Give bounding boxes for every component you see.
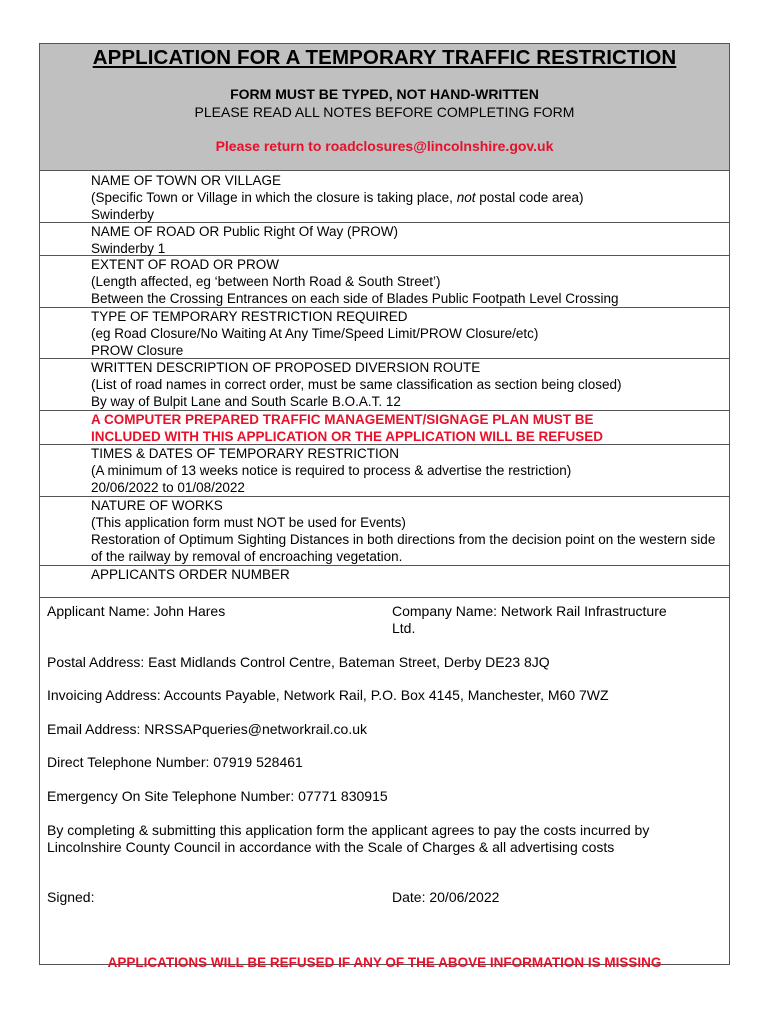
extent-hint: (Length affected, eg ‘between North Road & South Street’) <box>91 274 441 289</box>
type-section <box>40 308 729 359</box>
type-label: TYPE OF TEMPORARY RESTRICTION REQUIRED <box>91 309 408 324</box>
order-label[interactable]: APPLICANTS ORDER NUMBER <box>91 567 290 582</box>
road-value[interactable]: Swinderby 1 <box>91 241 166 256</box>
direct-phone[interactable]: Direct Telephone Number: 07919 528461 <box>47 754 303 770</box>
road-label: NAME OF ROAD OR Public Right Of Way (PROW) <box>91 224 399 239</box>
extent-value[interactable]: Between the Crossing Entrances on each side of Blades Public Footpath Level Crossing <box>91 291 619 306</box>
dates-hint: (A minimum of 13 weeks notice is required to process & advertise the restriction) <box>91 463 572 478</box>
applicant-details <box>40 598 729 978</box>
town-value[interactable]: Swinderby <box>91 207 155 222</box>
works-hint: (This application form must NOT be used for Events) <box>91 515 406 530</box>
dates-label: TIMES & DATES OF TEMPORARY RESTRICTION <box>91 446 400 461</box>
agreement-line-2: Lincolnshire County Council in accordance with the Scale of Charges & all advertising costs <box>47 839 615 855</box>
extent-section <box>40 256 729 308</box>
type-hint: (eg Road Closure/No Waiting At Any Time/Speed Limit/PROW Closure/etc) <box>91 326 539 341</box>
type-value[interactable]: PROW Closure <box>91 343 184 358</box>
read-notes-notice: PLEASE READ ALL NOTES BEFORE COMPLETING FORM <box>194 104 575 120</box>
company-name-line-2: Ltd. <box>392 620 416 636</box>
company-name-line-1[interactable]: Company Name: Network Rail Infrastructure <box>392 603 667 619</box>
dates-value[interactable]: 20/06/2022 to 01/08/2022 <box>91 480 245 495</box>
form-header <box>40 44 729 171</box>
signature-field[interactable]: Signed: <box>47 889 95 905</box>
town-section <box>40 171 729 223</box>
emergency-phone[interactable]: Emergency On Site Telephone Number: 07771 830915 <box>47 788 388 804</box>
extent-label: EXTENT OF ROAD OR PROW <box>91 257 280 272</box>
date-field[interactable]: Date: 20/06/2022 <box>392 889 500 905</box>
works-value[interactable]: Restoration of Optimum Sighting Distances in both directions from the decision point on the western side of the railway by removal of encroaching vegetation. <box>91 532 716 564</box>
road-section <box>40 223 729 256</box>
town-label: NAME OF TOWN OR VILLAGE <box>91 173 282 188</box>
email-address[interactable]: Email Address: NRSSAPqueries@networkrail.co.uk <box>47 721 368 737</box>
missing-info-warning: APPLICATIONS WILL BE REFUSED IF ANY OF THE ABOVE INFORMATION IS MISSING <box>107 955 662 970</box>
return-email-notice: Please return to roadclosures@lincolnshire.gov.uk <box>215 138 554 154</box>
works-section <box>40 497 729 566</box>
application-form <box>39 43 730 970</box>
applicant-name[interactable]: Applicant Name: John Hares <box>47 603 226 619</box>
invoicing-address[interactable]: Invoicing Address: Accounts Payable, Network Rail, P.O. Box 4145, Manchester, M60 7WZ <box>47 687 609 703</box>
dates-section <box>40 445 729 497</box>
diversion-label: WRITTEN DESCRIPTION OF PROPOSED DIVERSION ROUTE <box>91 360 481 375</box>
diversion-hint: (List of road names in correct order, must be same classification as section being closed) <box>91 377 622 392</box>
postal-address[interactable]: Postal Address: East Midlands Control Centre, Bateman Street, Derby DE23 8JQ <box>47 654 550 670</box>
works-label: NATURE OF WORKS <box>91 498 223 513</box>
typed-notice: FORM MUST BE TYPED, NOT HAND-WRITTEN <box>230 86 539 102</box>
tm-plan-warning <box>40 411 729 445</box>
warning-line-2: INCLUDED WITH THIS APPLICATION OR THE APPLICATION WILL BE REFUSED <box>91 429 603 444</box>
diversion-section <box>40 359 729 411</box>
agreement-line-1: By completing & submitting this application form the applicant agrees to pay the costs incurred by <box>47 822 650 838</box>
warning-line-1: A COMPUTER PREPARED TRAFFIC MANAGEMENT/SIGNAGE PLAN MUST BE <box>91 412 594 427</box>
town-hint: (Specific Town or Village in which the closure is taking place, not postal code area) <box>91 190 584 205</box>
order-section <box>40 566 729 598</box>
form-title: APPLICATION FOR A TEMPORARY TRAFFIC RESTRICTION <box>92 46 677 69</box>
diversion-value[interactable]: By way of Bulpit Lane and South Scarle B.O.A.T. 12 <box>91 394 401 409</box>
